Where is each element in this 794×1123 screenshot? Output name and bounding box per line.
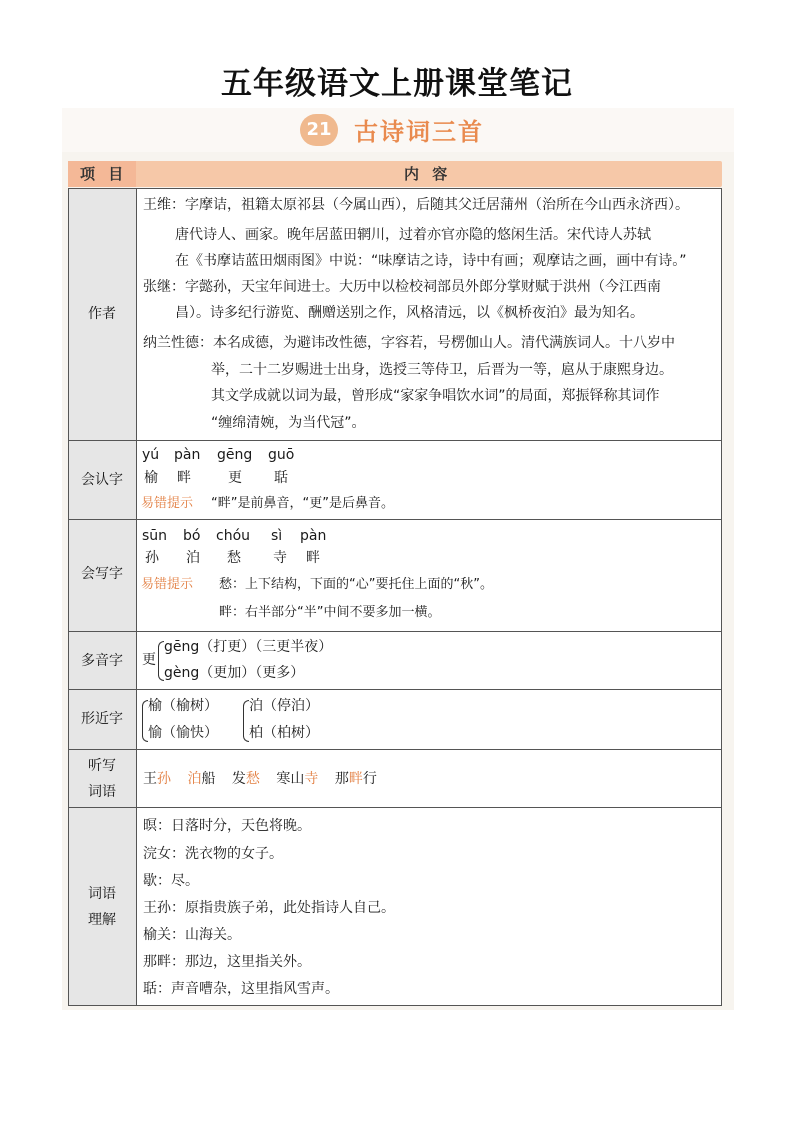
row-label-authors: 作者 — [88, 306, 116, 322]
vocab-line: 聒：声音嘈杂，这里指风雪声。 — [143, 981, 339, 997]
char: 泊 — [186, 550, 200, 566]
polyphone-reading: gēng（打更）（三更半夜） — [164, 639, 333, 655]
polyphone-char: 更 — [142, 652, 156, 668]
row-label-vocab-2: 理解 — [88, 912, 116, 928]
author-line: 张继：字懿孙，天宝年间进士。大历中以检校祠部员外郎分掌财赋于洪州（今江西南 — [143, 279, 661, 295]
author-line: 昌）。诗多纪行游览、酬赠送别之作，风格清远，以《枫桥夜泊》最为知名。 — [175, 305, 644, 321]
row-authors — [68, 188, 722, 441]
pinyin: sì — [271, 528, 283, 544]
label-cell — [68, 808, 137, 1006]
label-cell — [68, 520, 137, 631]
lesson-number-badge: 21 — [300, 114, 338, 146]
pinyin: gēng — [217, 447, 253, 463]
table-header — [68, 161, 722, 187]
row-vocab — [68, 808, 722, 1006]
hint-text: 愁：上下结构，下面的“心”要托住上面的“秋”。 — [219, 577, 493, 592]
dictation-word: 王孙 — [143, 771, 171, 787]
dictation-word: 泊船 — [187, 771, 216, 787]
char: 榆 — [144, 470, 158, 486]
char: 聒 — [274, 470, 288, 486]
author-line: 举，二十二岁赐进士出身，选授三等侍卫，后晋为一等，扈从于康熙身边。 — [211, 362, 673, 378]
author-line: 在《书摩诘蓝田烟雨图》中说：“味摩诘之诗，诗中有画；观摩诘之画，画中有诗。” — [175, 253, 687, 269]
hint-label: 易错提示 — [141, 496, 194, 511]
author-line: “缠绵清婉，为当代冠”。 — [211, 415, 366, 431]
author-line: 其文学成就以词为最，曾形成“家家争唱饮水词”的局面，郑振铎称其词作 — [211, 388, 660, 404]
hint-text: “畔”是前鼻音，“更”是后鼻音。 — [211, 496, 394, 511]
similar-word: 榆（榆树） — [148, 698, 218, 714]
pinyin: chóu — [216, 528, 251, 544]
pinyin: guō — [268, 447, 295, 463]
char: 愁 — [227, 550, 241, 566]
dictation-words — [143, 769, 377, 789]
author-line: 唐代诗人、画家。晚年居蓝田辋川，过着亦官亦隐的悠闲生活。宋代诗人苏轼 — [175, 227, 651, 243]
row-label-similar: 形近字 — [81, 711, 123, 727]
polyphone-reading: gèng（更加）（更多） — [164, 665, 305, 681]
dictation-word: 寒山寺 — [276, 771, 319, 787]
char: 畔 — [306, 550, 320, 566]
header-content-label: 内 容 — [404, 165, 452, 183]
notes-table — [68, 188, 722, 1006]
label-cell — [68, 188, 137, 440]
row-dictation — [68, 750, 722, 808]
hint-text: 畔：右半部分“半”中间不要多加一横。 — [219, 605, 441, 620]
label-cell — [68, 632, 137, 689]
pinyin: pàn — [174, 447, 201, 463]
vocab-line: 歇：尽。 — [143, 873, 199, 889]
pinyin: sūn — [142, 528, 168, 544]
author-line: 纳兰性德：本名成德，为避讳改性德，字容若，号楞伽山人。清代满族词人。十八岁中 — [143, 335, 675, 351]
row-label-recognize: 会认字 — [81, 472, 123, 488]
char: 更 — [228, 470, 242, 486]
hint-label: 易错提示 — [141, 577, 194, 592]
row-label-write: 会写字 — [81, 566, 123, 582]
char: 孙 — [145, 550, 159, 566]
row-label-vocab-1: 词语 — [88, 886, 116, 902]
label-cell — [68, 690, 137, 749]
similar-word: 泊（停泊） — [249, 698, 319, 714]
vocab-line: 王孙：原指贵族子弟，此处指诗人自己。 — [143, 900, 395, 916]
label-cell — [68, 750, 137, 807]
char: 寺 — [273, 550, 287, 566]
row-polyphone — [68, 632, 722, 690]
row-label-polyphone: 多音字 — [81, 653, 123, 669]
pinyin: pàn — [300, 528, 327, 544]
row-label-dictation-1: 听写 — [88, 758, 116, 774]
dictation-word: 那畔行 — [334, 771, 377, 787]
similar-word: 柏（柏树） — [249, 725, 319, 741]
similar-word: 愉（愉快） — [148, 725, 218, 741]
char: 畔 — [177, 470, 191, 486]
label-cell — [68, 441, 137, 519]
page-title: 五年级语文上册课堂笔记 — [221, 66, 573, 102]
row-similar — [68, 690, 722, 750]
vocab-line: 榆关：山海关。 — [143, 927, 241, 943]
dictation-word: 发愁 — [231, 771, 260, 787]
author-line: 王维：字摩诘，祖籍太原祁县（今属山西），后随其父迁居蒲州（治所在今山西永济西）。 — [143, 197, 689, 213]
row-write — [68, 520, 722, 632]
vocab-line: 暝：日落时分，天色将晚。 — [143, 818, 311, 834]
vocab-line: 浣女：洗衣物的女子。 — [143, 846, 283, 862]
row-recognize — [68, 441, 722, 520]
pinyin: yú — [142, 447, 160, 463]
pinyin: bó — [183, 528, 201, 544]
header-item-label: 项 目 — [80, 165, 128, 183]
row-label-dictation-2: 词语 — [88, 784, 116, 800]
lesson-title: 古诗词三首 — [354, 118, 484, 146]
vocab-line: 那畔：那边，这里指关外。 — [143, 954, 311, 970]
